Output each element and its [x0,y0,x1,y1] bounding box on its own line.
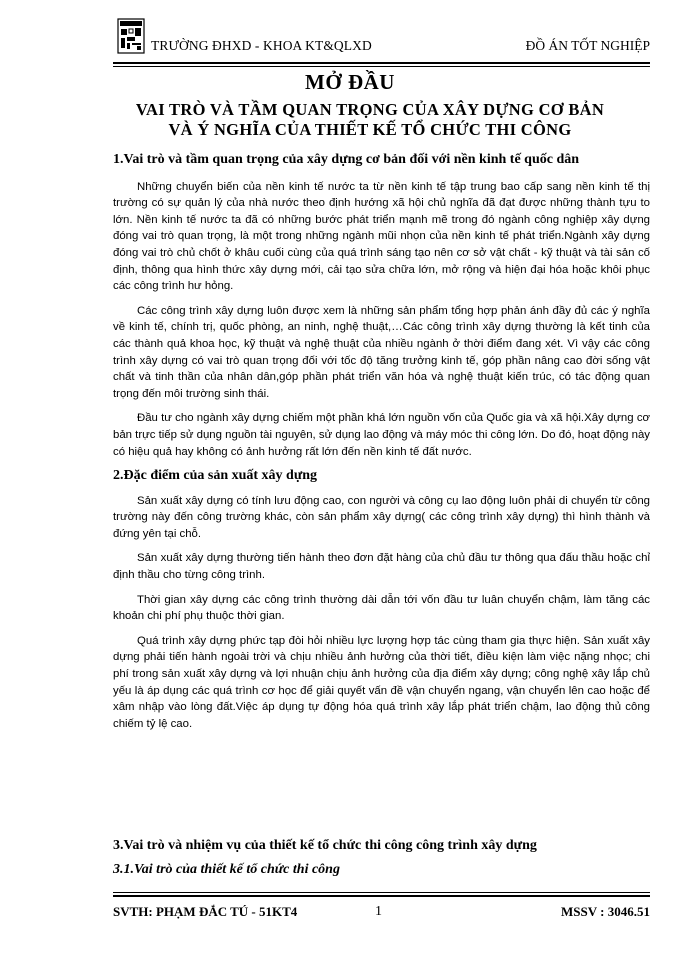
footer-rule-thick [113,895,650,897]
subtitle-line: VAI TRÒ VÀ TẦM QUAN TRỌNG CỦA XÂY DỰNG CƠ BẢN [135,100,605,119]
paragraph: Sản xuất xây dựng có tính lưu động cao, con người và công cụ lao động luôn phải di chuyển từ công trường này đến công trường khác, còn sản phẩm xây dựng( các công trình xây dựng) thì hình thành và đứng yên tại chỗ. [113,494,650,540]
page-header [113,14,650,66]
page-title: MỞ ĐẦU [305,70,395,94]
header-school-name: TRƯỜNG ĐHXD - KHOA KT&QLXD [151,38,372,53]
footer-student-name: SVTH: PHẠM ĐẮC TÚ - 51KT4 [113,904,298,919]
subtitle-line: VÀ Ý NGHĨA CỦA THIẾT KẾ TỔ CHỨC THI CÔNG [168,120,572,139]
document-body [113,152,650,740]
page-number: 1 [375,904,382,919]
paragraph: Những chuyển biến của nền kinh tế nước ta từ nền kinh tế tập trung bao cấp sang nền kinh tế thị trường có sự quản lý của nhà nước theo định hướng xã hội chủ nghĩa đã đạt được những thành tựu to lớn. Nền kinh tế nước ta đã có những bước phát triển mạnh mẽ trong đó ngành công nghiệp xây dựng đóng vai trò quan trọng, là một trong những ngành mũi nhọn của nền kinh tế phát triển.Ngành xây dựng đóng vai trò chủ chốt ở khâu cuối cùng của quá trình sáng tạo nên cơ sở vật chất - kỹ thuật và tài sản cố định, thông qua hình thức xây dựng mới, cải tạo sửa chữa lớn, mở rộng và hiện đại hóa hoặc khôi phục các công trình hư hỏng. [113,180,650,293]
paragraph: Sản xuất xây dựng thường tiến hành theo đơn đặt hàng của chủ đầu tư thông qua đấu thầu hoặc chỉ định thầu cho từng công trình. [113,552,650,582]
paragraph: Đầu tư cho ngành xây dựng chiếm một phần khá lớn nguồn vốn của Quốc gia và xã hội.Xây dựng cơ bản trực tiếp sử dụng nguồn tài nguyên, sử dụng lao động và máy móc thi công lớn. Do đó, hoạt động này có hiệu quả hay không có ảnh hưởng rất lớn đến nền kinh tế đất nước. [113,412,650,458]
header-rule-thin [113,66,650,67]
page-footer [113,892,650,922]
section-3-1-heading: 3.1.Vai trò của thiết kế tổ chức thi công [113,862,340,877]
section-1-heading: 1.Vai trò và tầm quan trọng của xây dựng cơ bản đối với nền kinh tế quốc dân [113,152,580,167]
university-logo-icon [117,18,145,54]
paragraph: Quá trình xây dựng phức tạp đòi hỏi nhiều lực lượng hợp tác cùng tham gia thực hiện. Sản xuất xây dựng phải tiến hành ngoài trời và chịu nhiều ảnh hưởng của thời tiết, điều kiện làm việc nặng nhọc; chi phí trong sản xuất xây dựng và lợi nhuận chịu ảnh hưởng của địa điểm xây dựng; công nghệ xây lắp chủ yếu là áp dụng các quá trình cơ học để giải quyết vấn đề vận chuyển ngang, vận chuyển lên cao hoặc để xâm nhập vào lòng đất.Việc áp dụng tự động hóa quá trình xây lắp phát triển chậm, lao động thủ công chiếm tỷ lệ cao. [113,634,650,730]
footer-rule-thin [113,892,650,893]
section-3-heading: 3.Vai trò và nhiệm vụ của thiết kế tổ chức thi công công trình xây dựng [113,838,537,853]
page-subtitle [100,100,640,140]
header-document-type: ĐỒ ÁN TỐT NGHIỆP [525,38,650,53]
section-2-heading: 2.Đặc điểm của sản xuất xây dựng [113,468,318,484]
paragraph: Thời gian xây dựng các công trình thường dài dẫn tới vốn đầu tư luân chuyển chậm, làm tăng các khoản chi phí phụ thuộc thời gian. [113,593,650,623]
footer-student-id: MSSV : 3046.51 [561,904,650,919]
header-rule-thick [113,62,650,64]
paragraph: Các công trình xây dựng luôn được xem là những sản phẩm tổng hợp phản ánh đầy đủ các ý nghĩa về kinh tế, chính trị, quốc phòng, an ninh, nghệ thuật,…Các công trình xây dựng thường là kết tinh của các thành quả khoa học, kỹ thuật và nghệ thuật của nhiều ngành ở thời điểm đang xét. Vì vậy các công trình xây dựng có vai trò quan trọng đối với tốc độ tăng trưởng kinh tế, góp phần nâng cao đời sống vật chất và tinh thần của nhân dân,góp phần phát triển văn hóa và nghệ thuật kiến trúc, có tác động quan trọng đến môi trường sinh thái. [113,304,650,400]
